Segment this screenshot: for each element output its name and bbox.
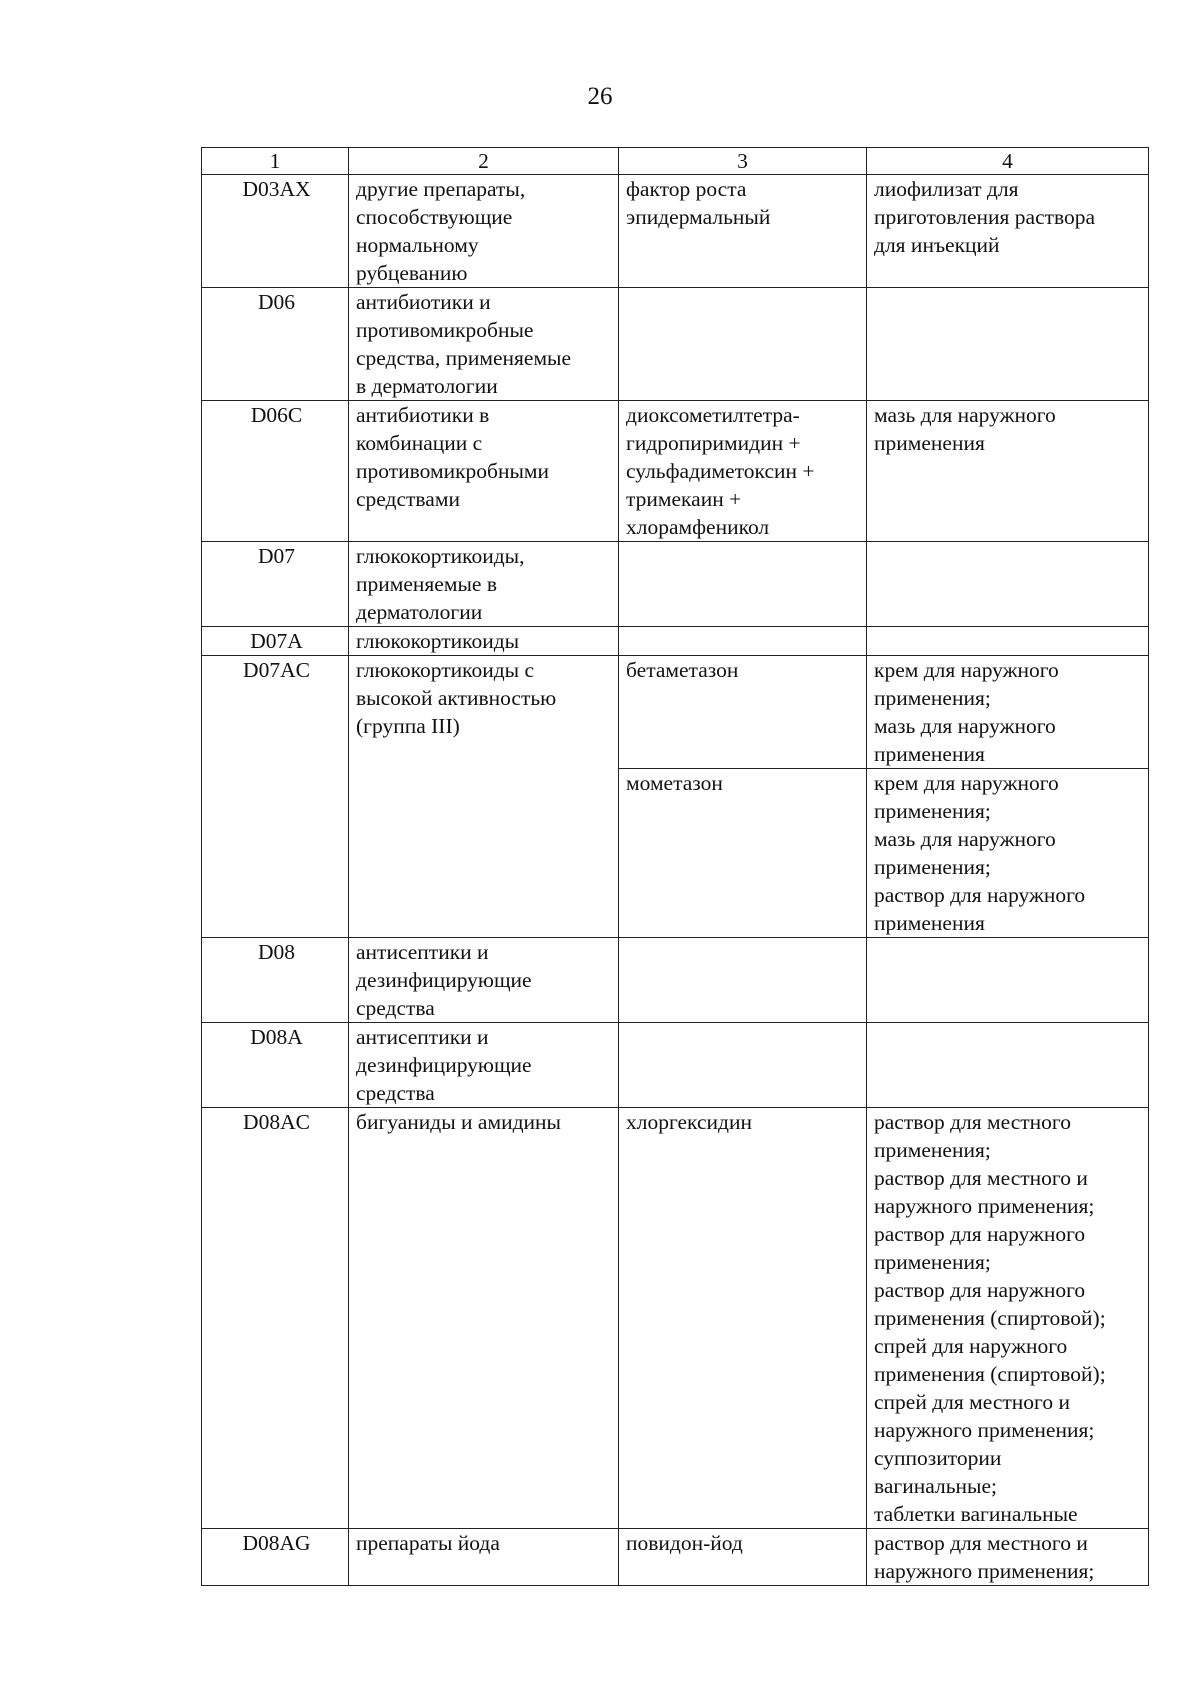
dosage-form-cell: [867, 1023, 1149, 1108]
drug-table: [201, 147, 1149, 1586]
table-row: [202, 938, 1149, 1023]
atc-code-cell: D08: [202, 938, 349, 1023]
substance-cell: [619, 542, 867, 627]
dosage-form-cell: мазь для наружного применения: [867, 401, 1149, 542]
atc-code-cell: D08AC: [202, 1108, 349, 1529]
table-row: [202, 175, 1149, 288]
dosage-form-cell: [867, 627, 1149, 656]
group-name-cell: препараты йода: [349, 1529, 619, 1586]
table-row: [202, 1529, 1149, 1586]
substance-cell: мометазон: [619, 769, 867, 938]
table-row: [202, 627, 1149, 656]
table-row: [202, 1023, 1149, 1108]
dosage-form-cell: [867, 288, 1149, 401]
dosage-form-cell: [867, 542, 1149, 627]
table-row: [202, 542, 1149, 627]
column-header-4: 4: [867, 148, 1149, 175]
group-name-cell: глюкокортикоиды, применяемые в дерматологии: [349, 542, 619, 627]
substance-cell: бетаметазон: [619, 656, 867, 769]
substance-cell: хлоргексидин: [619, 1108, 867, 1529]
substance-cell: [619, 627, 867, 656]
substance-cell: [619, 938, 867, 1023]
group-name-cell: антибиотики в комбинации с противомикробными средствами: [349, 401, 619, 542]
table-header-row: [202, 148, 1149, 175]
table-row: [202, 656, 1149, 769]
atc-code-cell: D07: [202, 542, 349, 627]
group-name-cell: антибиотики и противомикробные средства, применяемые в дерматологии: [349, 288, 619, 401]
atc-code-cell: D08A: [202, 1023, 349, 1108]
dosage-form-cell: [867, 938, 1149, 1023]
group-name-cell: бигуаниды и амидины: [349, 1108, 619, 1529]
group-name-cell: другие препараты, способствующие нормальному рубцеванию: [349, 175, 619, 288]
group-name-cell: глюкокортикоиды с высокой активностью (группа III): [349, 656, 619, 938]
dosage-form-cell: раствор для местного и наружного применения;: [867, 1529, 1149, 1586]
atc-code-cell: D06C: [202, 401, 349, 542]
column-header-2: 2: [349, 148, 619, 175]
column-header-3: 3: [619, 148, 867, 175]
substance-cell: фактор роста эпидермальный: [619, 175, 867, 288]
atc-code-cell: D07AC: [202, 656, 349, 938]
page-number: 26: [587, 83, 613, 110]
table-row: [202, 401, 1149, 542]
substance-cell: диоксометилтетра- гидропиримидин + сульфадиметоксин + тримекаин + хлорамфеникол: [619, 401, 867, 542]
table-row: [202, 288, 1149, 401]
dosage-form-cell: раствор для местного применения; раствор для местного и наружного применения; раствор для наружного применения; раствор для наружного применения (спиртовой); спрей для наружного применения (спиртовой); спрей для местного и наружного применения; суппозитории вагинальные; таблетки вагинальные: [867, 1108, 1149, 1529]
atc-code-cell: D07A: [202, 627, 349, 656]
dosage-form-cell: лиофилизат для приготовления раствора для инъекций: [867, 175, 1149, 288]
column-header-1: 1: [202, 148, 349, 175]
substance-cell: повидон-йод: [619, 1529, 867, 1586]
table-row: [202, 1108, 1149, 1529]
group-name-cell: антисептики и дезинфицирующие средства: [349, 938, 619, 1023]
atc-code-cell: D08AG: [202, 1529, 349, 1586]
dosage-form-cell: крем для наружного применения; мазь для наружного применения: [867, 656, 1149, 769]
group-name-cell: глюкокортикоиды: [349, 627, 619, 656]
substance-cell: [619, 288, 867, 401]
atc-code-cell: D03AX: [202, 175, 349, 288]
dosage-form-cell: крем для наружного применения; мазь для наружного применения; раствор для наружного применения: [867, 769, 1149, 938]
substance-cell: [619, 1023, 867, 1108]
group-name-cell: антисептики и дезинфицирующие средства: [349, 1023, 619, 1108]
atc-code-cell: D06: [202, 288, 349, 401]
